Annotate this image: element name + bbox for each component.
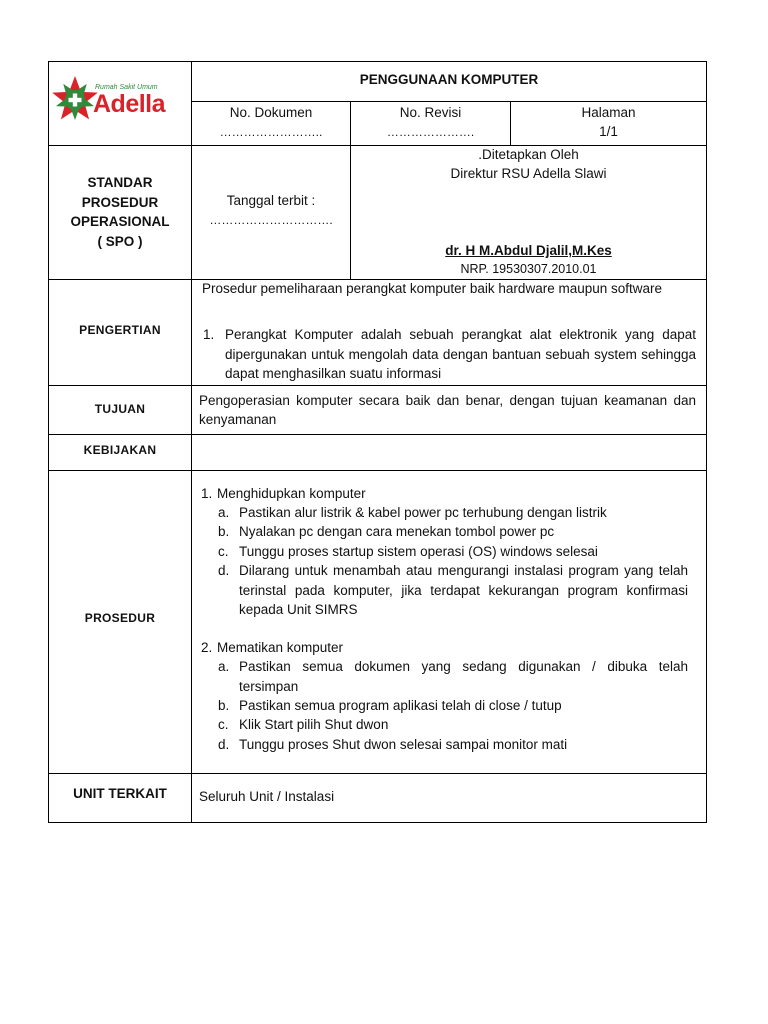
prosedur-s2-item-c: Klik Start pilih Shut dwon [239,717,389,732]
tujuan-text: Pengoperasian komputer secara baik dan benar, dengan tujuan keamanan dan kenyamanan [199,393,696,427]
tanggal-terbit-label: Tanggal terbit : [226,193,316,208]
border-tujuan-bottom [48,434,707,435]
prosedur-s1-item-a-letter: a. [218,505,230,520]
pengertian-intro: Prosedur pemeliharaan perangkat komputer baik hardware maupun software [202,281,663,296]
hospital-emblem-icon [51,74,99,126]
direktur-title: Direktur RSU Adella Slawi [450,166,607,181]
prosedur-section1-title: Menghidupkan komputer [217,486,366,501]
prosedur-s1-item-c: Tunggu proses startup sistem operasi (OS) windows selesai [239,544,598,559]
tanggal-terbit-value: …………………………. [209,213,333,227]
prosedur-s2-item-b-letter: b. [218,698,230,713]
border-pengertian-bottom [48,385,707,386]
prosedur-section2-title: Mematikan komputer [217,640,344,655]
prosedur-s2-item-c-letter: c. [218,717,229,732]
spo-label-line2: PROSEDUR [81,194,159,210]
border-kebijakan-bottom [48,470,707,471]
spo-label [49,173,191,251]
prosedur-section2-number: 2. [201,640,213,655]
prosedur-s2-item-b: Pastikan semua program aplikasi telah di close / tutup [239,698,562,713]
border-right [706,61,707,823]
tujuan-label: TUJUAN [94,402,146,416]
prosedur-s2-item-a-letter: a. [218,659,230,674]
prosedur-label: PROSEDUR [84,611,156,625]
pengertian-label: PENGERTIAN [79,323,161,337]
no-revisi-label: No. Revisi [399,105,462,120]
unit-terkait-label: UNIT TERKAIT [73,786,167,801]
kebijakan-label: KEBIJAKAN [83,443,157,457]
unit-terkait-text: Seluruh Unit / Instalasi [199,789,335,804]
prosedur-s1-item-b-letter: b. [218,524,230,539]
document-title: PENGGUNAAN KOMPUTER [359,72,539,87]
prosedur-s1-item-a: Pastikan alur listrik & kabel power pc terhubung dengan listrik [239,505,607,520]
border-prosedur-bottom [48,773,707,774]
prosedur-s2-item-d-letter: d. [218,737,230,752]
prosedur-section1-number: 1. [201,486,213,501]
halaman-label: Halaman [581,105,636,120]
pengertian-item-number: 1. [203,327,215,342]
prosedur-s2-item-a: Pastikan semua dokumen yang sedang digunakan / dibuka telah tersimpan [239,659,688,694]
halaman-value: 1/1 [599,124,618,139]
logo-small-text: Rumah Sakit Umum [95,84,158,91]
pengertian-item-text: Perangkat Komputer adalah sebuah perangkat alat elektronik yang dapat dipergunakan untuk mengolah data dengan bantuan sebuah system sehingga dapat menghasilkan suatu informasi [225,327,696,381]
border-bottom [48,822,707,823]
border-title-bottom [191,101,707,102]
prosedur-s1-item-b: Nyalakan pc dengan cara menekan tombol power pc [239,524,555,539]
spo-label-line4: ( SPO ) [97,233,143,249]
logo-name: Adella [93,90,166,118]
prosedur-s1-item-d-letter: d. [218,563,230,578]
ditetapkan-oleh: .Ditetapkan Oleh [478,147,579,162]
no-dokumen-value: …………………….. [219,125,323,139]
nrp-number: NRP. 19530307.2010.01 [460,262,597,276]
signatory-name: dr. H M.Abdul Djalil,M.Kes [445,243,612,258]
no-dokumen-label: No. Dokumen [229,105,313,120]
hospital-logo [49,62,191,145]
border-label-col [191,61,192,823]
spo-label-line3: OPERASIONAL [70,214,170,229]
spo-label-line1: STANDAR [87,175,153,190]
no-revisi-value: …………………. [386,125,475,139]
prosedur-s1-item-c-letter: c. [218,544,229,559]
prosedur-s1-item-d: Dilarang untuk menambah atau mengurangi instalasi program yang telah terinstal pada komputer, jika terdapat kekurangan program konfirmasi kepada Unit SIMRS [239,563,688,617]
prosedur-s2-item-d: Tunggu proses Shut dwon selesai sampai monitor mati [239,737,568,752]
